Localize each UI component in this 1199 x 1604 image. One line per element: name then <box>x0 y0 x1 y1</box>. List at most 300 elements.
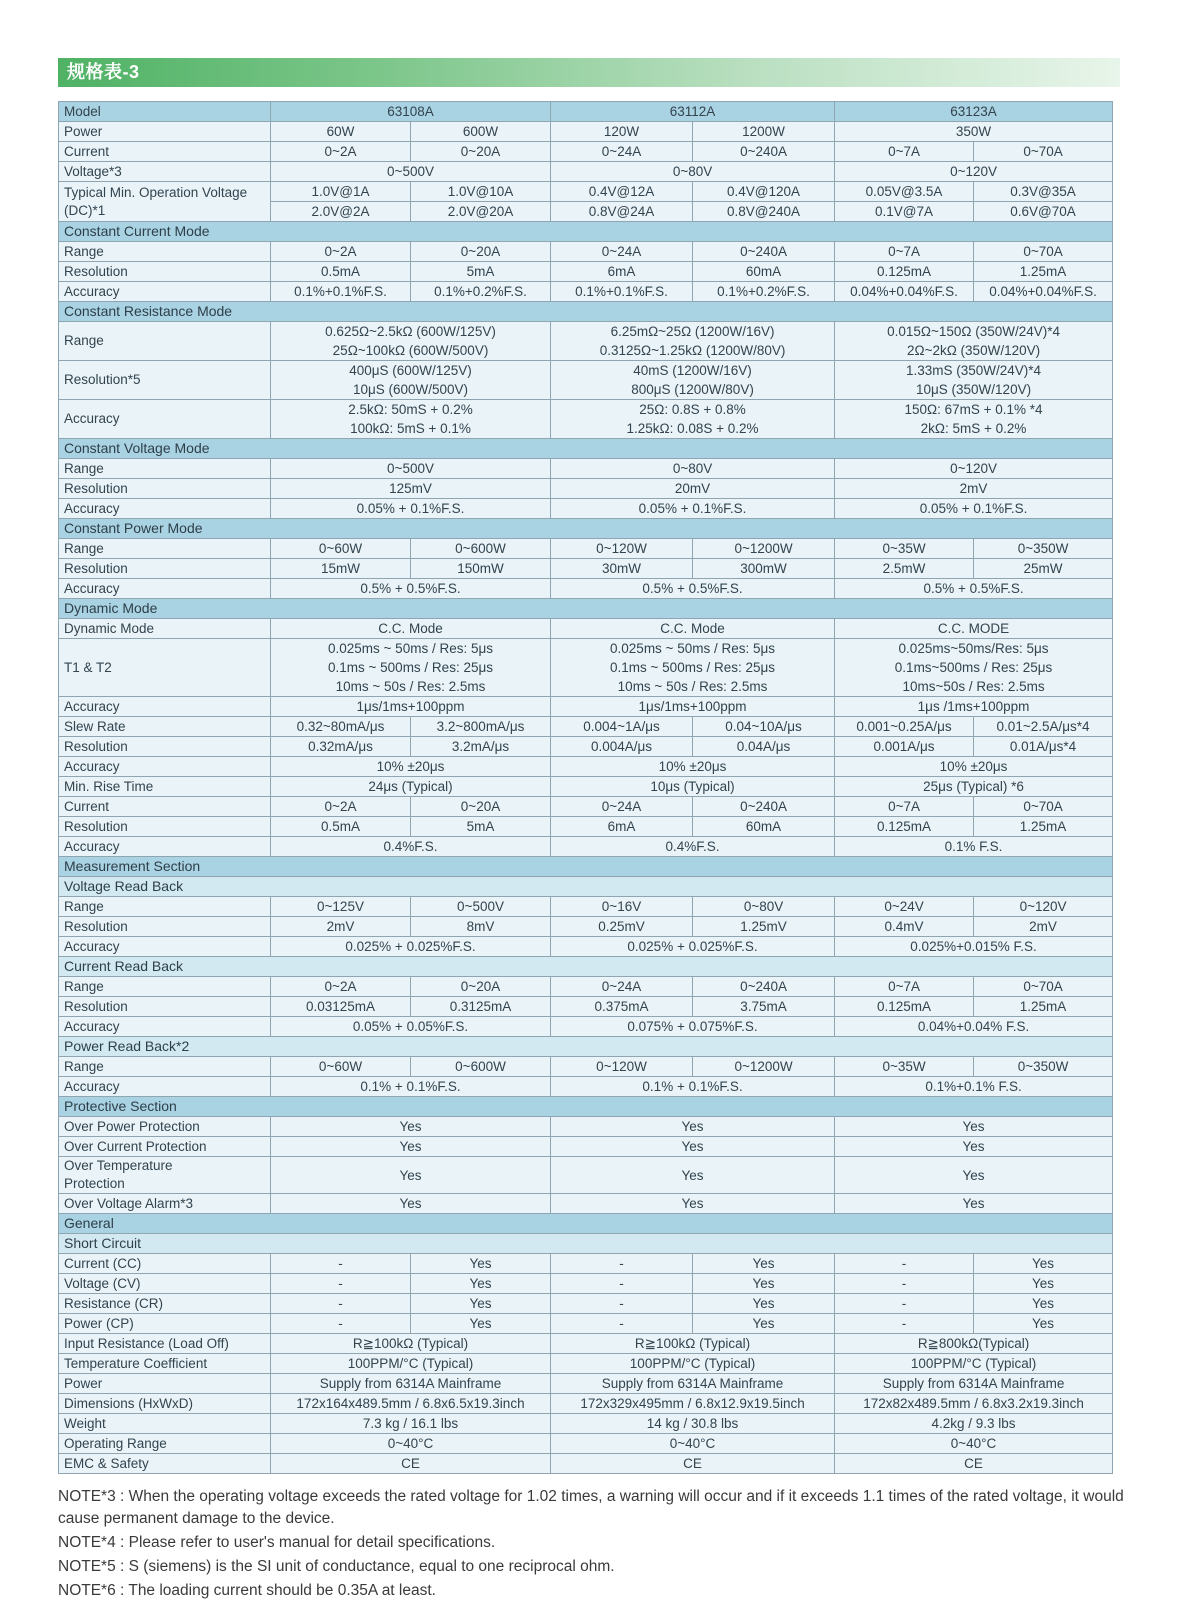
data-row <box>59 1374 1113 1394</box>
data-row <box>59 1194 1113 1214</box>
row-label: Range <box>59 322 271 361</box>
value-cell: 0.5mA <box>271 262 411 282</box>
value-cell: 0~125V <box>271 897 411 917</box>
value-cell: 0.04~10A/μs <box>693 717 835 737</box>
value-cell: 0.5% + 0.5%F.S. <box>551 579 835 599</box>
value-cell: 6mA <box>551 817 693 837</box>
value-cell: 0~120W <box>551 539 693 559</box>
value-cell: 1μs /1ms+100ppm <box>835 697 1113 717</box>
subsection-label: Power Read Back*2 <box>59 1037 1113 1057</box>
row-label: Accuracy <box>59 1017 271 1037</box>
value-cell: 0~350W <box>974 539 1113 559</box>
value-cell: 0.1%+0.1% F.S. <box>835 1077 1113 1097</box>
value-cell: 0.04%+0.04%F.S. <box>974 282 1113 302</box>
value-cell: Yes <box>411 1314 551 1334</box>
data-row <box>59 937 1113 957</box>
value-cell: 400μS (600W/125V) 10μS (600W/500V) <box>271 361 551 400</box>
value-cell: 0~80V <box>693 897 835 917</box>
value-cell: 0.25mV <box>551 917 693 937</box>
row-label: Power <box>59 122 271 142</box>
row-label: Operating Range <box>59 1434 271 1454</box>
value-cell: 1.25mA <box>974 262 1113 282</box>
value-cell: 2.0V@2A <box>271 202 411 222</box>
value-cell: 0.05% + 0.05%F.S. <box>271 1017 551 1037</box>
value-cell: 0.025ms ~ 50ms / Res: 5μs 0.1ms ~ 500ms / Res: 25μs 10ms ~ 50s / Res: 2.5ms <box>551 639 835 697</box>
value-cell: Yes <box>271 1117 551 1137</box>
data-row <box>59 499 1113 519</box>
spec-sheet-page <box>58 58 1143 1604</box>
value-cell: Yes <box>271 1194 551 1214</box>
value-cell: 0.05% + 0.1%F.S. <box>835 499 1113 519</box>
value-cell: 125mV <box>271 479 551 499</box>
data-row <box>59 1137 1113 1157</box>
row-label: Resolution*5 <box>59 361 271 400</box>
value-cell: 0.6V@70A <box>974 202 1113 222</box>
value-cell: 0~80V <box>551 459 835 479</box>
value-cell: R≧100kΩ (Typical) <box>271 1334 551 1354</box>
subsection-row <box>59 877 1113 897</box>
value-cell: 0.01A/μs*4 <box>974 737 1113 757</box>
row-label: Weight <box>59 1414 271 1434</box>
value-cell: 0~24A <box>551 797 693 817</box>
row-label: Dynamic Mode <box>59 619 271 639</box>
subsection-label: Short Circuit <box>59 1234 1113 1254</box>
value-cell: Yes <box>271 1157 551 1194</box>
value-cell: Yes <box>551 1137 835 1157</box>
value-cell: 0.4%F.S. <box>551 837 835 857</box>
value-cell: CE <box>551 1454 835 1474</box>
value-cell: 0.001A/μs <box>835 737 974 757</box>
value-cell: Yes <box>693 1314 835 1334</box>
value-cell: Yes <box>835 1117 1113 1137</box>
value-cell: CE <box>271 1454 551 1474</box>
data-row <box>59 897 1113 917</box>
data-row <box>59 1334 1113 1354</box>
value-cell: 1.0V@10A <box>411 182 551 202</box>
row-label: Over Current Protection <box>59 1137 271 1157</box>
data-row <box>59 1057 1113 1077</box>
value-cell: Yes <box>835 1194 1113 1214</box>
value-cell: 0~500V <box>271 459 551 479</box>
row-label: Resistance (CR) <box>59 1294 271 1314</box>
row-label: Range <box>59 977 271 997</box>
value-cell: 0~60W <box>271 539 411 559</box>
value-cell: 0~70A <box>974 242 1113 262</box>
value-cell: 0~24A <box>551 242 693 262</box>
row-label: Input Resistance (Load Off) <box>59 1334 271 1354</box>
data-row <box>59 817 1113 837</box>
value-cell: - <box>835 1254 974 1274</box>
value-cell: Yes <box>411 1274 551 1294</box>
section-row <box>59 1214 1113 1234</box>
value-cell: Yes <box>693 1254 835 1274</box>
section-label: Constant Resistance Mode <box>59 302 1113 322</box>
value-cell: 60W <box>271 122 411 142</box>
data-row <box>59 837 1113 857</box>
value-cell: R≧800kΩ(Typical) <box>835 1334 1113 1354</box>
note-3: NOTE*3 : When the operating voltage exceeds the rated voltage for 1.02 times, a warning will occur and if it exceeds 1.1 times of the rated voltage, it would cause permanent damage to the device. <box>58 1488 1124 1527</box>
data-row <box>59 1077 1113 1097</box>
row-label: Resolution <box>59 479 271 499</box>
value-cell: 0~24A <box>551 142 693 162</box>
value-cell: 0.4mV <box>835 917 974 937</box>
value-cell: 0.03125mA <box>271 997 411 1017</box>
row-label: Accuracy <box>59 400 271 439</box>
value-cell: 0.3V@35A <box>974 182 1113 202</box>
section-row <box>59 599 1113 619</box>
row-label: Accuracy <box>59 1077 271 1097</box>
value-cell: 120W <box>551 122 693 142</box>
value-cell: 0.625Ω~2.5kΩ (600W/125V) 25Ω~100kΩ (600W/500V) <box>271 322 551 361</box>
row-label: Accuracy <box>59 757 271 777</box>
data-row <box>59 361 1113 400</box>
value-cell: 0~40°C <box>551 1434 835 1454</box>
data-row <box>59 400 1113 439</box>
value-cell: 0.075% + 0.075%F.S. <box>551 1017 835 1037</box>
data-row <box>59 757 1113 777</box>
value-cell: 10% ±20μs <box>271 757 551 777</box>
value-cell: 0~350W <box>974 1057 1113 1077</box>
value-cell: 0.1% + 0.1%F.S. <box>551 1077 835 1097</box>
value-cell: 0~240A <box>693 797 835 817</box>
value-cell: 1.0V@1A <box>271 182 411 202</box>
value-cell: 0~240A <box>693 242 835 262</box>
value-cell: 1.25mA <box>974 817 1113 837</box>
row-label: Range <box>59 242 271 262</box>
value-cell: 0.4%F.S. <box>271 837 551 857</box>
data-row <box>59 1157 1113 1194</box>
footnotes <box>58 1486 1133 1602</box>
section-label: Constant Voltage Mode <box>59 439 1113 459</box>
value-cell: - <box>271 1294 411 1314</box>
value-cell: 0~16V <box>551 897 693 917</box>
row-label: Accuracy <box>59 937 271 957</box>
row-label: Range <box>59 1057 271 1077</box>
row-label: Current <box>59 142 271 162</box>
value-cell: 3.75mA <box>693 997 835 1017</box>
value-cell: 172x82x489.5mm / 6.8x3.2x19.3inch <box>835 1394 1113 1414</box>
value-cell: 0.125mA <box>835 997 974 1017</box>
subsection-label: Voltage Read Back <box>59 877 1113 897</box>
section-title-bar <box>58 58 1120 87</box>
data-row <box>59 1454 1113 1474</box>
value-cell: 1μs/1ms+100ppm <box>271 697 551 717</box>
value-cell: 0.025ms ~ 50ms / Res: 5μs 0.1ms ~ 500ms / Res: 25μs 10ms ~ 50s / Res: 2.5ms <box>271 639 551 697</box>
data-row <box>59 459 1113 479</box>
value-cell: 0.8V@240A <box>693 202 835 222</box>
value-cell: 0.1%+0.2%F.S. <box>411 282 551 302</box>
value-cell: 25Ω: 0.8S + 0.8% 1.25kΩ: 0.08S + 0.2% <box>551 400 835 439</box>
row-label: Accuracy <box>59 579 271 599</box>
value-cell: 0.025ms~50ms/Res: 5μs 0.1ms~500ms / Res: 25μs 10ms~50s / Res: 2.5ms <box>835 639 1113 697</box>
value-cell: CE <box>835 1454 1113 1474</box>
value-cell: 0~7A <box>835 142 974 162</box>
data-row <box>59 1294 1113 1314</box>
value-cell: 0~35W <box>835 539 974 559</box>
data-row <box>59 697 1113 717</box>
value-cell: - <box>271 1254 411 1274</box>
row-label: Min. Rise Time <box>59 777 271 797</box>
value-cell: 0~70A <box>974 977 1113 997</box>
section-label: Constant Power Mode <box>59 519 1113 539</box>
value-cell: 0~600W <box>411 539 551 559</box>
value-cell: 1μs/1ms+100ppm <box>551 697 835 717</box>
value-cell: 0~120W <box>551 1057 693 1077</box>
value-cell: - <box>551 1254 693 1274</box>
row-label: Voltage (CV) <box>59 1274 271 1294</box>
row-label: Power <box>59 1374 271 1394</box>
value-cell: 6mA <box>551 262 693 282</box>
value-cell: Yes <box>974 1254 1113 1274</box>
value-cell: 0~35W <box>835 1057 974 1077</box>
value-cell: 8mV <box>411 917 551 937</box>
value-cell: 0~40°C <box>835 1434 1113 1454</box>
value-cell: 172x164x489.5mm / 6.8x6.5x19.3inch <box>271 1394 551 1414</box>
row-label: Accuracy <box>59 697 271 717</box>
value-cell: 0~60W <box>271 1057 411 1077</box>
data-row <box>59 1314 1113 1334</box>
data-row <box>59 1274 1113 1294</box>
data-row <box>59 182 1113 202</box>
value-cell: C.C. Mode <box>271 619 551 639</box>
value-cell: 350W <box>835 122 1113 142</box>
value-cell: Yes <box>411 1254 551 1274</box>
section-row <box>59 302 1113 322</box>
value-cell: Yes <box>974 1314 1113 1334</box>
value-cell: 0.1V@7A <box>835 202 974 222</box>
data-row <box>59 162 1113 182</box>
value-cell: 3.2~800mA/μs <box>411 717 551 737</box>
data-row <box>59 997 1113 1017</box>
data-row <box>59 322 1113 361</box>
data-row <box>59 579 1113 599</box>
value-cell: 0.32mA/μs <box>271 737 411 757</box>
row-label: Range <box>59 897 271 917</box>
page-title: 规格表-3 <box>67 62 140 82</box>
value-cell: 15mW <box>271 559 411 579</box>
value-cell: 0~24A <box>551 977 693 997</box>
data-row <box>59 977 1113 997</box>
row-label: Over Temperature Protection <box>59 1157 271 1194</box>
value-cell: 0.1%+0.2%F.S. <box>693 282 835 302</box>
value-cell: 0~20A <box>411 797 551 817</box>
value-cell: 14 kg / 30.8 lbs <box>551 1414 835 1434</box>
value-cell: C.C. MODE <box>835 619 1113 639</box>
value-cell: 0~120V <box>835 162 1113 182</box>
value-cell: 63108A <box>271 102 551 122</box>
value-cell: 150mW <box>411 559 551 579</box>
value-cell: 100PPM/°C (Typical) <box>271 1354 551 1374</box>
value-cell: 2.0V@20A <box>411 202 551 222</box>
value-cell: 0~20A <box>411 142 551 162</box>
row-label: Over Voltage Alarm*3 <box>59 1194 271 1214</box>
row-label: Temperature Coefficient <box>59 1354 271 1374</box>
row-label: Over Power Protection <box>59 1117 271 1137</box>
value-cell: 0~240A <box>693 977 835 997</box>
value-cell: Supply from 6314A Mainframe <box>271 1374 551 1394</box>
value-cell: 25μs (Typical) *6 <box>835 777 1113 797</box>
value-cell: 0~20A <box>411 977 551 997</box>
row-label: Resolution <box>59 917 271 937</box>
value-cell: - <box>271 1314 411 1334</box>
row-label: Accuracy <box>59 837 271 857</box>
value-cell: 0.01~2.5A/μs*4 <box>974 717 1113 737</box>
value-cell: 2mV <box>271 917 411 937</box>
data-row <box>59 1394 1113 1414</box>
value-cell: 0.04%+0.04%F.S. <box>835 282 974 302</box>
section-row <box>59 1097 1113 1117</box>
value-cell: 0~240A <box>693 142 835 162</box>
row-label: Model <box>59 102 271 122</box>
data-row <box>59 777 1113 797</box>
value-cell: 6.25mΩ~25Ω (1200W/16V) 0.3125Ω~1.25kΩ (1200W/80V) <box>551 322 835 361</box>
value-cell: 0.3125mA <box>411 997 551 1017</box>
note-4: NOTE*4 : Please refer to user's manual for detail specifications. <box>58 1534 496 1551</box>
value-cell: 172x329x495mm / 6.8x12.9x19.5inch <box>551 1394 835 1414</box>
data-row <box>59 717 1113 737</box>
value-cell: Yes <box>974 1274 1113 1294</box>
data-row <box>59 262 1113 282</box>
value-cell: 0~24V <box>835 897 974 917</box>
value-cell: Yes <box>693 1294 835 1314</box>
value-cell: 20mV <box>551 479 835 499</box>
data-row <box>59 1017 1113 1037</box>
value-cell: 63123A <box>835 102 1113 122</box>
value-cell: 0.025% + 0.025%F.S. <box>551 937 835 957</box>
row-label: Dimensions (HxWxD) <box>59 1394 271 1414</box>
value-cell: 0~1200W <box>693 1057 835 1077</box>
value-cell: 1.33mS (350W/24V)*4 10μS (350W/120V) <box>835 361 1113 400</box>
value-cell: Yes <box>693 1274 835 1294</box>
data-row <box>59 639 1113 697</box>
value-cell: 0.8V@24A <box>551 202 693 222</box>
value-cell: 5mA <box>411 817 551 837</box>
value-cell: 60mA <box>693 817 835 837</box>
value-cell: 0.375mA <box>551 997 693 1017</box>
row-label: Resolution <box>59 817 271 837</box>
value-cell: Yes <box>835 1157 1113 1194</box>
data-row <box>59 122 1113 142</box>
value-cell: 1200W <box>693 122 835 142</box>
value-cell: 10μs (Typical) <box>551 777 835 797</box>
value-cell: - <box>835 1314 974 1334</box>
data-row <box>59 1254 1113 1274</box>
value-cell: 0.4V@120A <box>693 182 835 202</box>
value-cell: Yes <box>551 1157 835 1194</box>
row-label: Range <box>59 539 271 559</box>
value-cell: 0.004~1A/μs <box>551 717 693 737</box>
section-label: Measurement Section <box>59 857 1113 877</box>
row-label: Resolution <box>59 997 271 1017</box>
row-label: Current (CC) <box>59 1254 271 1274</box>
value-cell: 4.2kg / 9.3 lbs <box>835 1414 1113 1434</box>
data-row <box>59 797 1113 817</box>
value-cell: 0.004A/μs <box>551 737 693 757</box>
section-row <box>59 857 1113 877</box>
value-cell: 0.1%+0.1%F.S. <box>271 282 411 302</box>
subsection-row <box>59 1234 1113 1254</box>
value-cell: 7.3 kg / 16.1 lbs <box>271 1414 551 1434</box>
row-label: Accuracy <box>59 499 271 519</box>
value-cell: 0.05V@3.5A <box>835 182 974 202</box>
value-cell: Yes <box>411 1294 551 1314</box>
note-6: NOTE*6 : The loading current should be 0.35A at least. <box>58 1582 436 1599</box>
value-cell: R≧100kΩ (Typical) <box>551 1334 835 1354</box>
value-cell: Yes <box>551 1117 835 1137</box>
row-label: Range <box>59 459 271 479</box>
spec-table <box>58 101 1113 1474</box>
value-cell: - <box>271 1274 411 1294</box>
row-label: T1 & T2 <box>59 639 271 697</box>
section-row <box>59 519 1113 539</box>
value-cell: 0~120V <box>974 897 1113 917</box>
value-cell: 25mW <box>974 559 1113 579</box>
value-cell: 0.1% + 0.1%F.S. <box>271 1077 551 1097</box>
data-row <box>59 1117 1113 1137</box>
note-5: NOTE*5 : S (siemens) is the SI unit of conductance, equal to one reciprocal ohm. <box>58 1558 615 1575</box>
value-cell: C.C. Mode <box>551 619 835 639</box>
value-cell: 0~2A <box>271 797 411 817</box>
value-cell: - <box>551 1314 693 1334</box>
value-cell: Yes <box>835 1137 1113 1157</box>
value-cell: 150Ω: 67mS + 0.1% *4 2kΩ: 5mS + 0.2% <box>835 400 1113 439</box>
value-cell: 0~2A <box>271 142 411 162</box>
value-cell: 0.32~80mA/μs <box>271 717 411 737</box>
value-cell: 0.025% + 0.025%F.S. <box>271 937 551 957</box>
value-cell: 0.5% + 0.5%F.S. <box>835 579 1113 599</box>
value-cell: 10% ±20μs <box>835 757 1113 777</box>
value-cell: 0.001~0.25A/μs <box>835 717 974 737</box>
data-row <box>59 1434 1113 1454</box>
value-cell: 60mA <box>693 262 835 282</box>
section-label: Protective Section <box>59 1097 1113 1117</box>
section-row <box>59 222 1113 242</box>
value-cell: 0.025%+0.015% F.S. <box>835 937 1113 957</box>
value-cell: Yes <box>974 1294 1113 1314</box>
value-cell: 5mA <box>411 262 551 282</box>
value-cell: 100PPM/°C (Typical) <box>835 1354 1113 1374</box>
data-row <box>59 479 1113 499</box>
value-cell: 3.2mA/μs <box>411 737 551 757</box>
subsection-row <box>59 1037 1113 1057</box>
row-label: Slew Rate <box>59 717 271 737</box>
row-label: Resolution <box>59 559 271 579</box>
value-cell: 100PPM/°C (Typical) <box>551 1354 835 1374</box>
data-row <box>59 242 1113 262</box>
row-label: Accuracy <box>59 282 271 302</box>
value-cell: Yes <box>271 1137 551 1157</box>
value-cell: 0.1% F.S. <box>835 837 1113 857</box>
value-cell: 0~70A <box>974 142 1113 162</box>
value-cell: Supply from 6314A Mainframe <box>551 1374 835 1394</box>
spec-table-body <box>59 102 1113 1474</box>
value-cell: 0.05% + 0.1%F.S. <box>271 499 551 519</box>
section-label: Dynamic Mode <box>59 599 1113 619</box>
value-cell: 0~7A <box>835 977 974 997</box>
value-cell: 1.25mV <box>693 917 835 937</box>
data-row <box>59 142 1113 162</box>
value-cell: 0~500V <box>411 897 551 917</box>
value-cell: 0~2A <box>271 242 411 262</box>
value-cell: 0.05% + 0.1%F.S. <box>551 499 835 519</box>
value-cell: 0.04%+0.04% F.S. <box>835 1017 1113 1037</box>
data-row <box>59 282 1113 302</box>
value-cell: - <box>551 1274 693 1294</box>
value-cell: Yes <box>551 1194 835 1214</box>
value-cell: 2.5kΩ: 50mS + 0.2% 100kΩ: 5mS + 0.1% <box>271 400 551 439</box>
value-cell: 2mV <box>835 479 1113 499</box>
value-cell: 0.5% + 0.5%F.S. <box>271 579 551 599</box>
